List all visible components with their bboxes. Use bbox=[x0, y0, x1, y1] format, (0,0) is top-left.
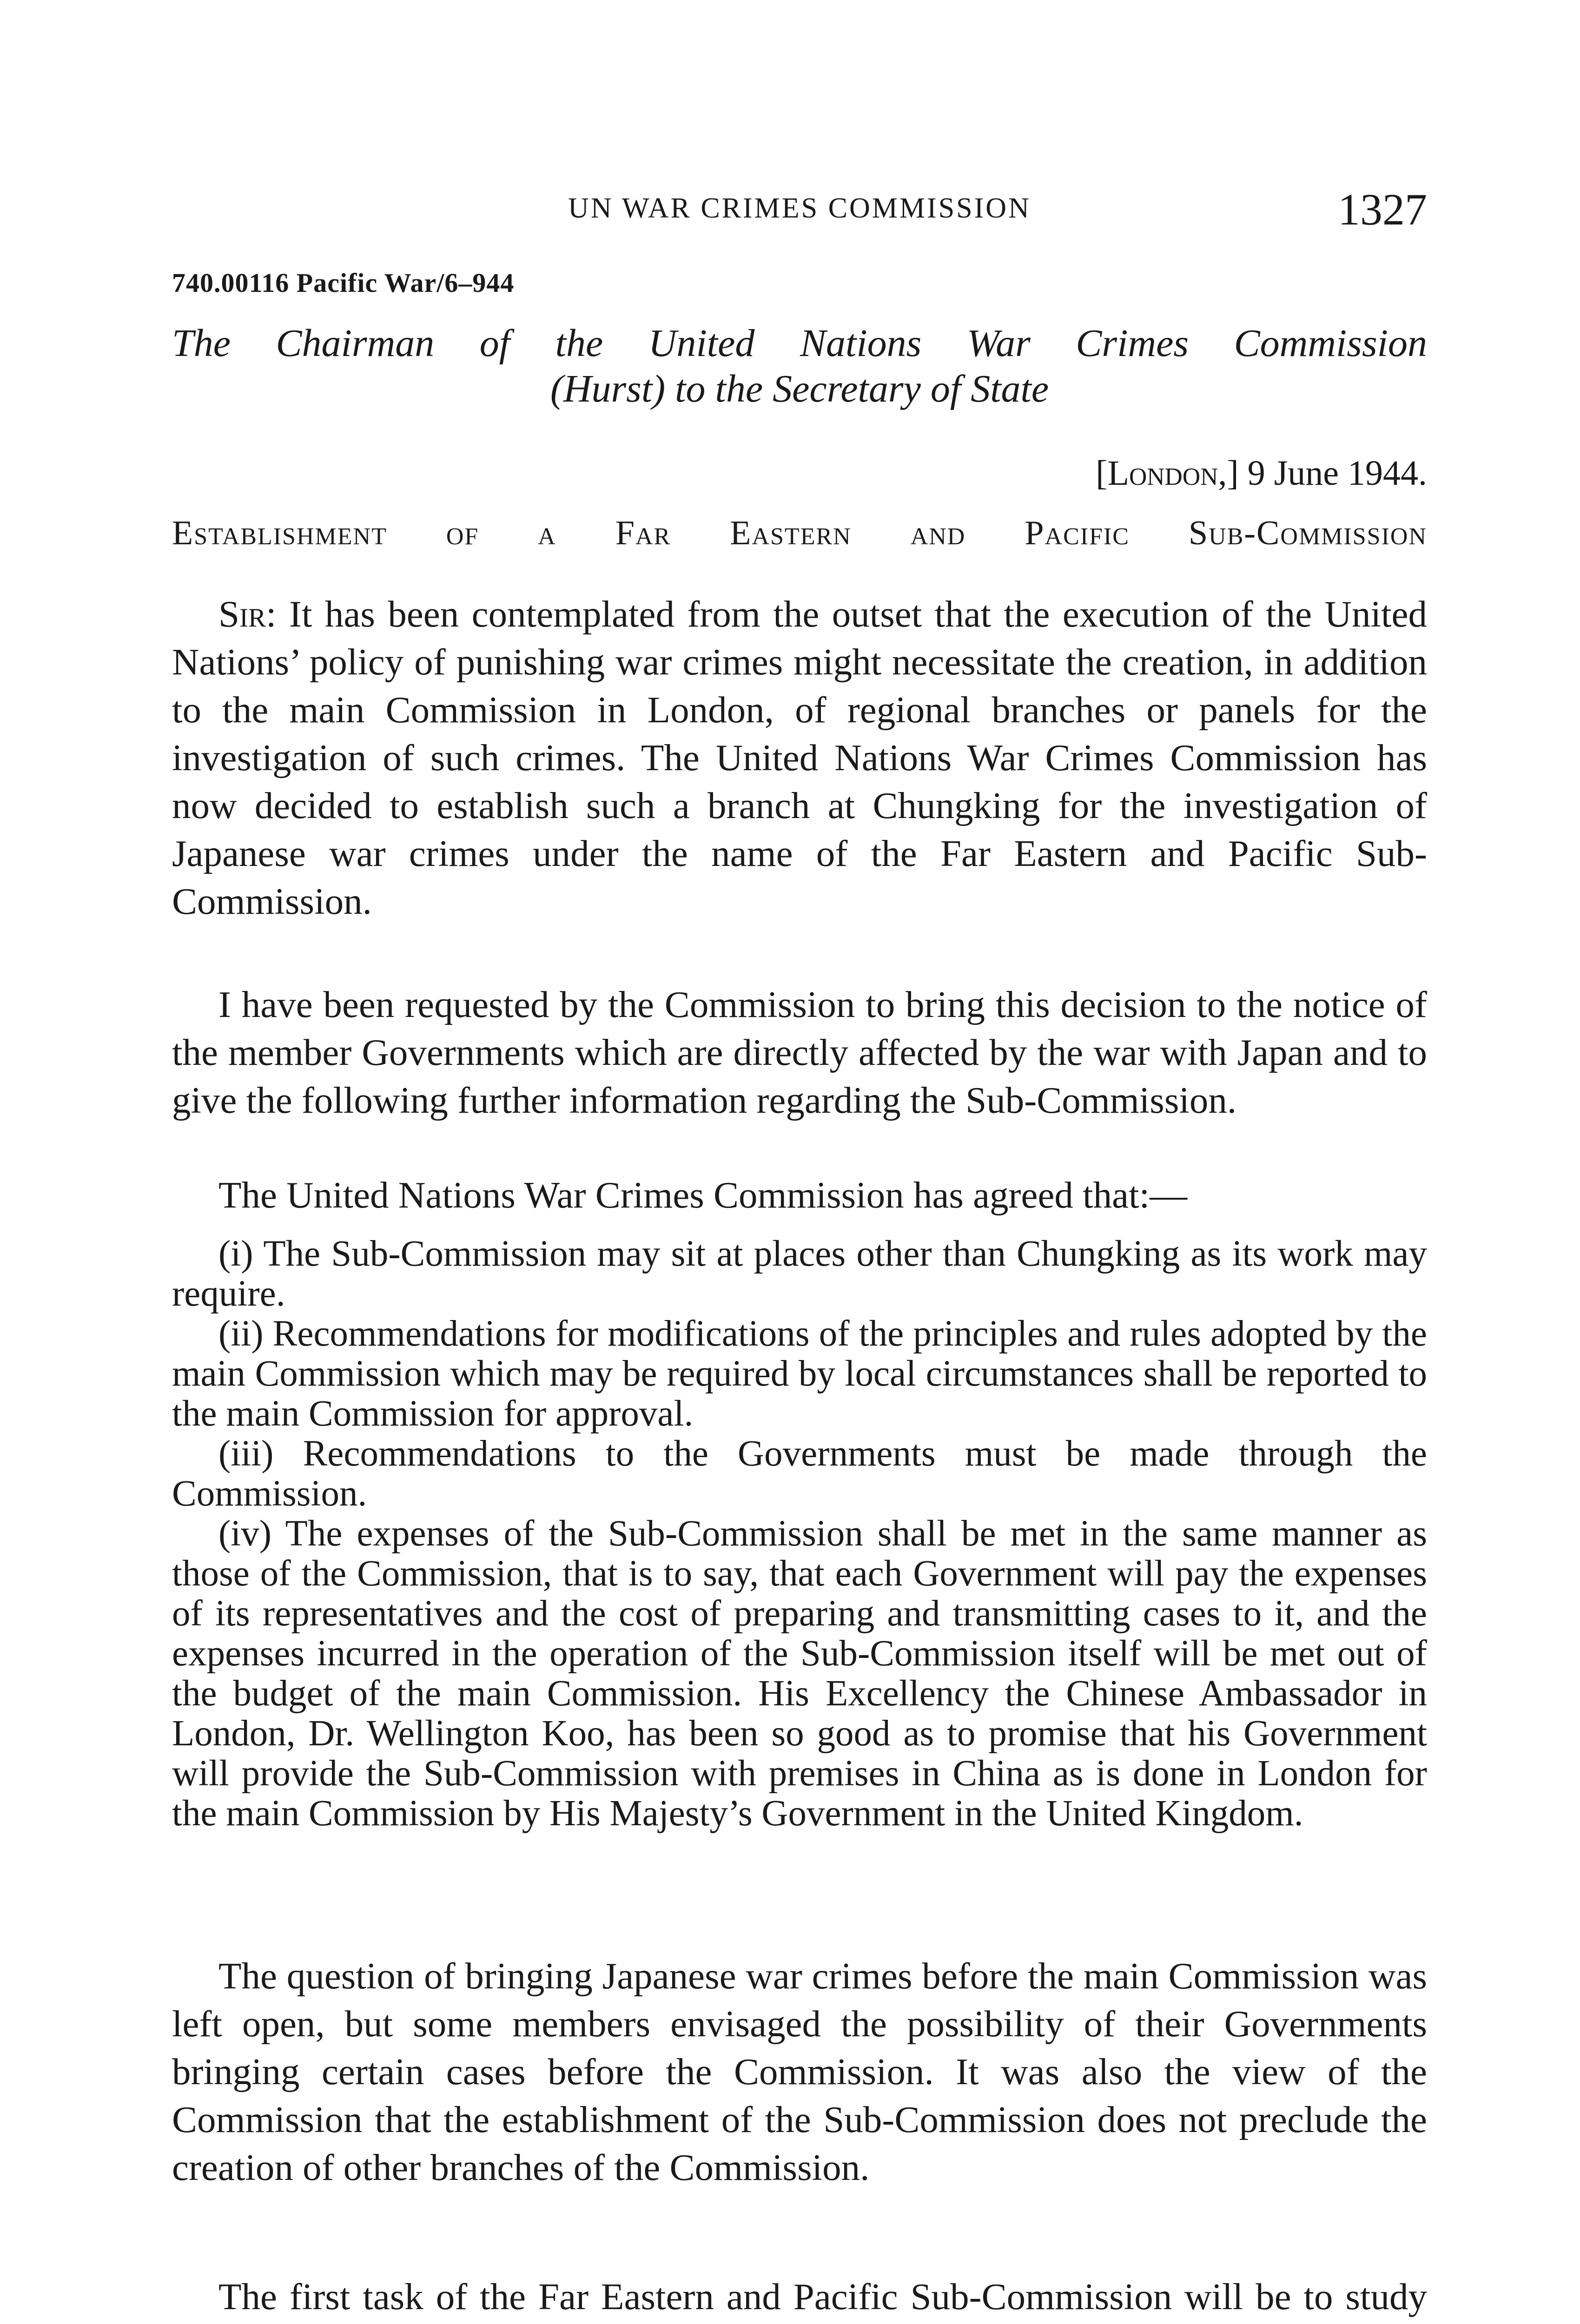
document-title-line-1: The Chairman of the United Nations War Crimes Commission bbox=[172, 322, 1427, 365]
document-title-line-2: (Hurst) to the Secretary of State bbox=[550, 367, 1049, 410]
running-header bbox=[172, 184, 1427, 239]
dateline-date: 9 June 1944. bbox=[1247, 454, 1427, 493]
paragraph-1-text: It has been contemplated from the outset that the execution of the United Nations’ policy of punishing war crimes might necessitate the creation, in addition to the main Commission in London, of regional branches or panels for the investigation of such crimes. The United Nations War Crimes Commission has now decided to establish such a branch at Chungking for the investigation of Japanese war crimes under the name of the Far Eastern and Pacific Sub-Commission. bbox=[172, 593, 1427, 922]
paragraph-3: The United Nations War Crimes Commission has agreed that:— bbox=[218, 1174, 1188, 1216]
running-title: UN WAR CRIMES COMMISSION bbox=[568, 192, 1031, 224]
paragraph-5: The first task of the Far Eastern and Pacific Sub-Commission will be to study bbox=[218, 2276, 1427, 2317]
list-item: (ii) Recommendations for modifications of the principles and rules adopted by the main Commission which may be required by local circumstances shall be reported to the main Commission for approval. bbox=[172, 1314, 1427, 1434]
agreement-list bbox=[172, 1234, 1427, 1834]
dateline-place: [London,] bbox=[1096, 454, 1239, 493]
paragraph-4: The question of bringing Japanese war crimes before the main Commission was left open, but some members envisaged the possibility of their Governments bringing certain cases before the Commission. It was also the view of the Commission that the establishment of the Sub-Commission does not preclude the creation of other branches of the Commission. bbox=[172, 1955, 1427, 2188]
subject-heading: Establishment of a Far Eastern and Pacific Sub-Commission bbox=[172, 514, 1427, 552]
file-reference: 740.00116 Pacific War/6–944 bbox=[172, 268, 515, 298]
paragraph-1 bbox=[172, 590, 1427, 925]
paragraph-2: I have been requested by the Commission to bring this decision to the notice of the member Governments which are directly affected by the war with Japan and to give the following further information regarding the Sub-Commission. bbox=[172, 984, 1427, 1121]
list-item: (iii) Recommendations to the Governments must be made through the Commission. bbox=[172, 1433, 1427, 1514]
dateline bbox=[172, 453, 1427, 494]
list-item: (i) The Sub-Commission may sit at places other than Chungking as its work may require. bbox=[172, 1234, 1427, 1314]
page-number: 1327 bbox=[1338, 185, 1427, 234]
list-item: (iv) The expenses of the Sub-Commission shall be met in the same manner as those of the Commission, that is to say, that each Government will pay the expenses of its representatives and the cost of preparing and transmitting cases to it, and the expenses incurred in the operation of the Sub-Commission itself will be met out of the budget of the main Commission. His Excellency the Chinese Ambassador in London, Dr. Wellington Koo, has been so good as to promise that his Government will provide the Sub-Commission with premises in China as is done in London for the main Commission by His Majesty’s Government in the United Kingdom. bbox=[172, 1513, 1427, 1834]
salutation: Sir: bbox=[218, 593, 277, 635]
document-title bbox=[172, 321, 1427, 412]
